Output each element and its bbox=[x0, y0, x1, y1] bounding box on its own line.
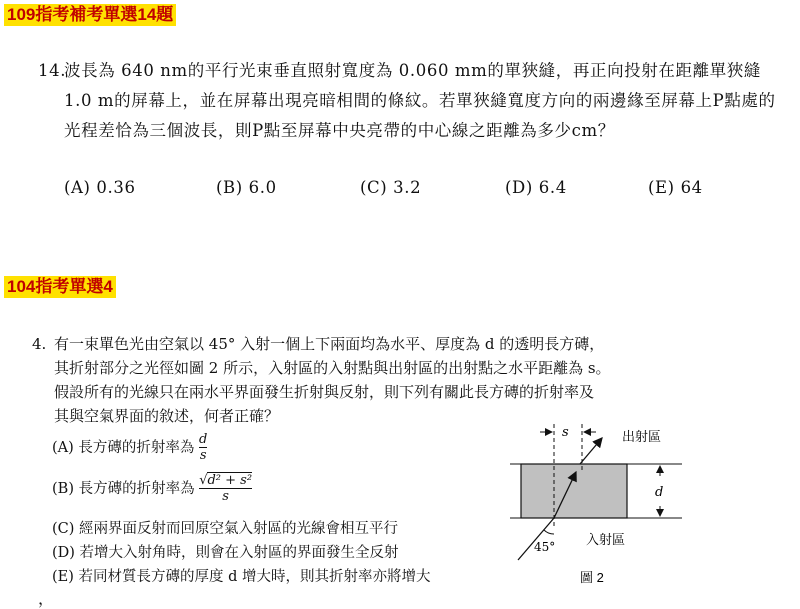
option-c: (C) 經兩界面反射而回原空氣入射區的光線會相互平行 bbox=[52, 521, 399, 537]
option-c: (C) 3.2 bbox=[360, 178, 422, 197]
exit-ray bbox=[580, 438, 602, 464]
question-line-2: 其折射部分之光徑如圖 2 所示，入射區的入射點與出射區的出射點之水平距離為 s。 bbox=[54, 359, 611, 377]
option-a: (A) 0.36 bbox=[64, 178, 136, 197]
figure-2-diagram bbox=[510, 418, 690, 598]
option-e: (E) 64 bbox=[648, 178, 703, 197]
option-b bbox=[52, 474, 252, 504]
question-line-1: 有一束單色光由空氣以 45° 入射一個上下兩面均為水平、厚度為 d 的透明長方磚， bbox=[54, 335, 605, 353]
label-d: d bbox=[655, 485, 664, 500]
sqrt-expression: √d² + s² bbox=[199, 473, 253, 488]
label-s: s bbox=[562, 425, 569, 440]
question-14 bbox=[38, 56, 783, 197]
label-exit-region: 出射區 bbox=[622, 429, 662, 444]
option-b: (B) 6.0 bbox=[216, 178, 277, 197]
question-line-4: 其與空氣界面的敘述，何者正確？ bbox=[54, 407, 280, 425]
option-e: (E) 若同材質長方磚的厚度 d 增大時，則其折射率亦將增大 bbox=[52, 569, 431, 585]
question-tag-2: 104指考單選4 bbox=[4, 276, 116, 298]
label-entry-region: 入射區 bbox=[586, 532, 626, 547]
radicand: d² + s² bbox=[207, 473, 253, 488]
option-a bbox=[52, 433, 207, 463]
label-angle: 45° bbox=[534, 540, 556, 554]
glass-block bbox=[521, 464, 627, 518]
trailing-comma: ， bbox=[38, 589, 55, 608]
angle-arc bbox=[544, 530, 554, 534]
fraction-denominator: s bbox=[199, 448, 207, 463]
fraction-denominator: s bbox=[199, 488, 252, 504]
option-d: (D) 若增大入射角時，則會在入射區的界面發生全反射 bbox=[52, 545, 399, 561]
fraction-d-over-s bbox=[199, 433, 207, 463]
option-a-text: (A) 長方磚的折射率為 bbox=[52, 440, 195, 456]
question-tag-1: 109指考補考單選14題 bbox=[4, 4, 176, 26]
fraction-numerator: d bbox=[199, 432, 208, 447]
option-d: (D) 6.4 bbox=[505, 178, 567, 197]
options-row bbox=[64, 173, 764, 203]
fraction-sqrt-over-s bbox=[199, 474, 252, 504]
question-line-3: 假設所有的光線只在兩水平界面發生折射與反射，則下列有關此長方磚的折射率及 bbox=[54, 383, 595, 401]
question-text: 波長為 640 nm的平行光束垂直照射寬度為 0.060 mm的單狹縫，再正向投射在距離單狹縫 1.0 m的屏幕上，並在屏幕出現亮暗相間的條紋。若單狹縫寬度方向的兩邊緣至屏幕上P點處的光程差恰為三個波長，則P點至屏幕中央亮帶的中心線之距離為多少cm？ bbox=[64, 61, 776, 140]
figure-caption: 圖 2 bbox=[580, 570, 604, 585]
option-b-text: (B) 長方磚的折射率為 bbox=[52, 481, 195, 497]
question-number: 4. bbox=[32, 335, 47, 353]
question-number: 14. bbox=[38, 61, 67, 80]
